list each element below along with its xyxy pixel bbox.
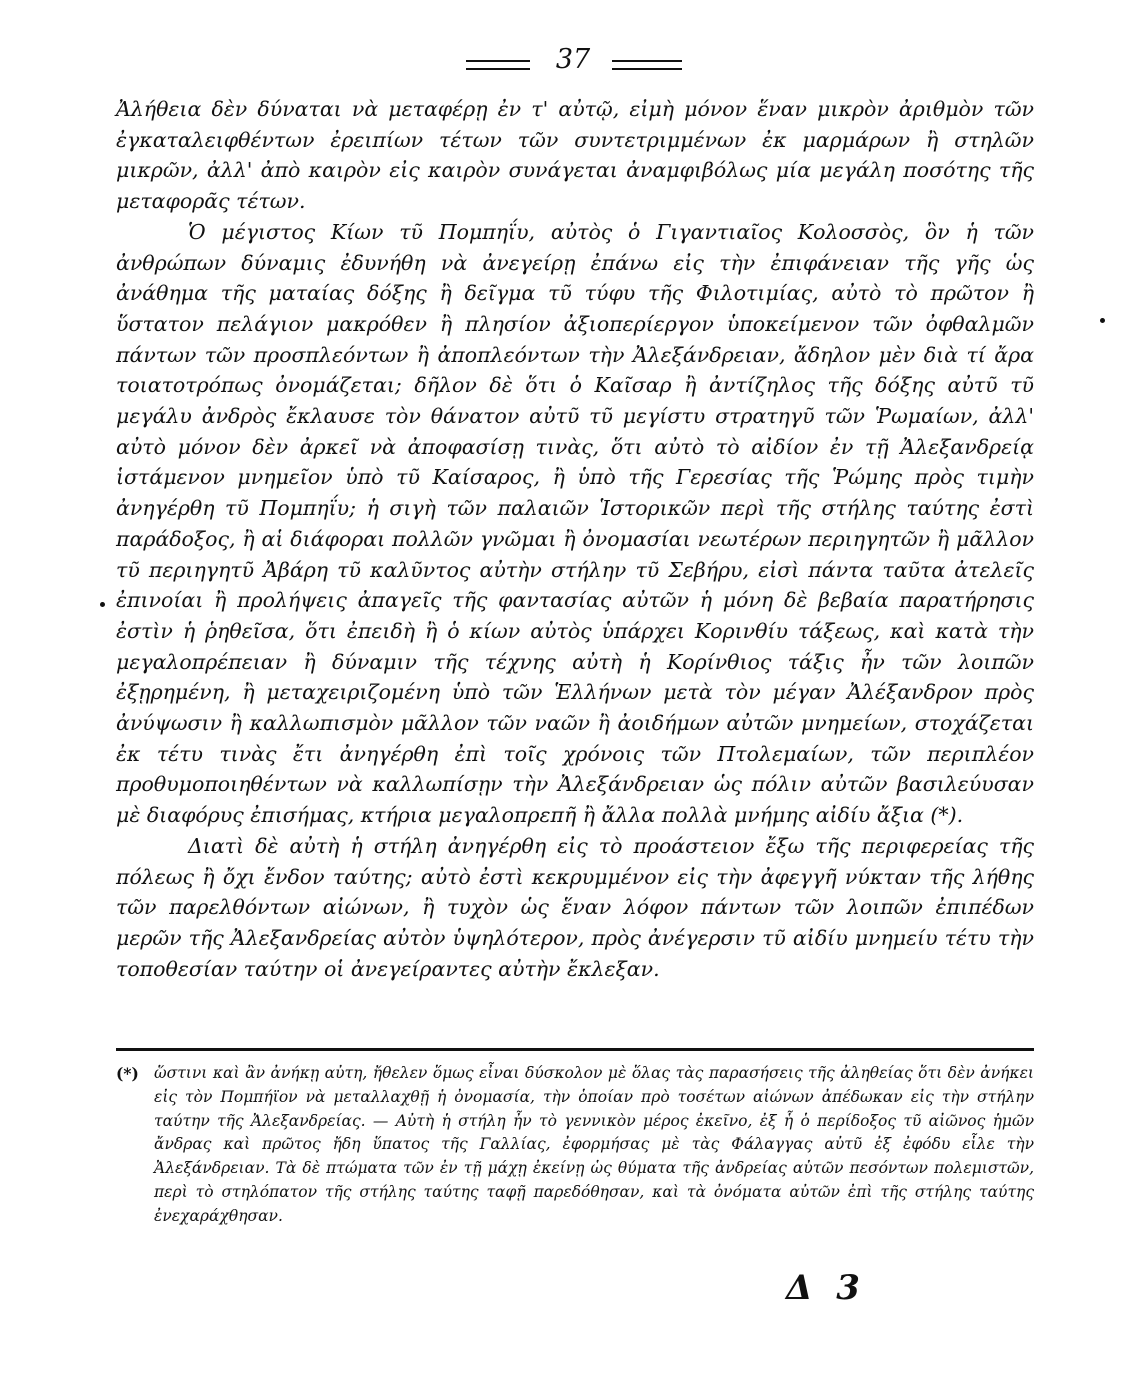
footnote-marker: (*) xyxy=(116,1064,139,1083)
main-text xyxy=(116,94,1034,984)
paragraph-2: Ὁ μέγιστος Κίων τῦ Πομπηΐυ, αὐτὸς ὁ Γιγαντιαῖος Κολοσσὸς, ὃν ἡ τῶν ἀνθρώπων δύναμις ἐδυνήθη νὰ ἀνεγείρῃ ἐπάνω εἰς τὴν ἐπιφάνειαν τῆς γῆς ὡς ἀνάθημα τῆς ματαίας δόξης ἢ δεῖγμα τῦ τύφυ τῆς Φιλοτιμίας, αὐτὸ τὸ πρῶτον ἢ ὕστατον πελάγιον μακρόθεν ἢ πλησίον ἀξιοπερίεργον ὑποκείμενον τῶν ὀφθαλμῶν πάντων τῶν προσπλεόντων ἢ ἀποπλεόντων τὴν Ἀλεξάνδρειαν, ἄδηλον μὲν διὰ τί ἄρα τοιατοτρόπως ὀνομάζεται; δῆλον δὲ ὅτι ὁ Καῖσαρ ἢ ἀντίζηλος τῆς δόξης αὐτῦ τῦ μεγάλυ ἀνδρὸς ἔκλαυσε τὸν θάνατον αὐτῦ τῦ μεγίστυ στρατηγῦ τῶν Ῥωμαίων, ἀλλ' αὐτὸ μόνον δὲν ἀρκεῖ νὰ ἀποφασίσῃ τινὰς, ὅτι αὐτὸ τὸ αἰδίον ἐν τῇ Ἀλεξανδρείᾳ ἱστάμενον μνημεῖον ὑπὸ τῦ Καίσαρος, ἢ ὑπὸ τῆς Γερεσίας τῆς Ῥώμης πρὸς τιμὴν ἀνηγέρθη τῦ Πομπηΐυ; ἡ σιγὴ τῶν παλαιῶν Ἱστορικῶν περὶ τῆς στήλης ταύτης ἐστὶ παράδοξος, ἢ αἱ διάφοραι πολλῶν γνῶμαι ἢ ὀνομασίαι νεωτέρων περιηγητῶν ἢ μᾶλλον τῦ περιηγητῦ Ἀβάρη τῦ καλῦντος αὐτὴν στήλην τῦ Σεβήρυ, εἰσὶ πάντα ταῦτα ἀτελεῖς ἐπινοίαι ἢ προλήψεις ἀπαγεῖς τῆς φαντασίας αὐτῶν ἡ μόνη δὲ βεβαία παρατήρησις ἐστὶν ἡ ῥηθεῖσα, ὅτι ἐπειδὴ ἢ ὁ κίων αὐτὸς ὑπάρχει Κορινθίυ τάξεως, καὶ κατὰ τὴν μεγαλοπρέπειαν ἢ δύναμιν τῆς τέχνης αὐτὴ ἡ Κορίνθιος τάξις ἦν τῶν λοιπῶν ἐξῃρημένη, ἢ μεταχειριζομένη ὑπὸ τῶν Ἑλλήνων μετὰ τὸν μέγαν Ἀλέξανδρον πρὸς ἀνύψωσιν ἢ καλλωπισμὸν μᾶλλον τῶν ναῶν ἢ ἀοιδήμων αὐτῶν μνημείων, στοχάζεται ἐκ τέτυ τινὰς ἔτι ἀνηγέρθη ἐπὶ τοῖς χρόνοις τῶν Πτολεμαίων, τῶν περιπλέον προθυμοποιηθέντων νὰ καλλωπίσῃν τὴν Ἀλεξάνδρειαν ὡς πόλιν αὐτῶν βασιλεύυσαν μὲ διαφόρυς ἐπισήμας, κτήρια μεγαλοπρεπῆ ἢ ἄλλα πολλὰ μνήμης αἰδίυ ἄξια (*). xyxy=(116,219,1034,828)
footnote xyxy=(116,1062,1034,1229)
paragraph-3: Διατὶ δὲ αὐτὴ ἡ στήλη ἀνηγέρθη εἰς τὸ προάστειον ἔξω τῆς περιφερείας τῆς πόλεως ἢ ὄχι ἔνδον ταύτης; αὐτὸ ἐστὶ κεκρυμμένον εἰς τὴν ἀφεγγῆ νύκταν τῆς λήθης τῶν παρελθόντων αἰώνων, ἢ τυχὸν ὡς ἕναν λόφον πάντων τῶν λοιπῶν ἐπιπέδων μερῶν τῆς Ἀλεξανδρείας αὐτὸν ὑψηλότερον, πρὸς ἀνέγερσιν τῦ αἰδίυ μνημείυ τέτυ τὴν τοποθεσίαν ταύτην οἱ ἀνεγείραντες αὐτὴν ἔκλεξαν. xyxy=(116,833,1034,981)
header-rule-right xyxy=(612,60,682,70)
signature-mark: Δ 3 xyxy=(786,1268,866,1308)
margin-speck xyxy=(100,602,105,607)
header-rule-left xyxy=(466,60,530,70)
page-header xyxy=(0,44,1140,84)
paragraph-1: Ἀλήθεια δὲν δύναται νὰ μεταφέρῃ ἐν τ' αὐτῷ, εἰμὴ μόνον ἕναν μικρὸν ἀριθμὸν τῶν ἐγκαταλειφθέντων ἐρειπίων τέτων τῶν συντετριμμένων ἐκ μαρμάρων ἢ στηλῶν μικρῶν, ἀλλ' ἀπὸ καιρὸν εἰς καιρὸν συνάγεται ἀναμφιβόλως μία μεγάλη ποσότης τῆς μεταφορᾶς τέτων. xyxy=(116,97,1034,214)
footnote-divider xyxy=(116,1048,1034,1051)
footnote-text: ὥστινι καὶ ἂν ἀνήκῃ αὐτη, ἤθελεν ὅμως εἶναι δύσκολον μὲ ὅλας τὰς παρασήσεις τῆς ἀληθείας ὅτι δὲν ἀνήκει εἰς τὸν Πομπήϊον νὰ μεταλλαχθῇ ἡ ὀνομασία, τὴν ὁποίαν πρὸ τοσέτων αἰώνων ἀπέδωκαν εἰς τὴν στήλην ταύτην τῆς Ἀλεξανδρείας. — Αὐτὴ ἡ στήλη ἦν τὸ γεννικὸν μέρος ἐκεῖνο, ἐξ ἧ ὁ περίδοξος τῦ αἰῶνος ἡμῶν ἄνδρας καὶ πρῶτος ἤδη ὕπατος τῆς Γαλλίας, ἐφορμήσας μὲ τὰς Φάλαγγας αὐτῦ ἐξ ἐφόδυ εἷλε τὴν Ἀλεξάνδρειαν. Τὰ δὲ πτώματα τῶν ἐν τῇ μάχῃ ἐκείνῃ ὡς θύματα τῆς ἀνδρείας αὐτῶν πεσόντων πολεμιστῶν, περὶ τὸ στηλόπατον τῆς στήλης ταύτης ταφῇ παρεδόθησαν, καὶ τὰ ὀνόματα αὐτῶν ἐπὶ τῆς στήλης ταύτης ἐνεχαράχθησαν. xyxy=(154,1064,1034,1225)
margin-speck xyxy=(1100,318,1105,323)
page-number: 37 xyxy=(555,44,591,75)
